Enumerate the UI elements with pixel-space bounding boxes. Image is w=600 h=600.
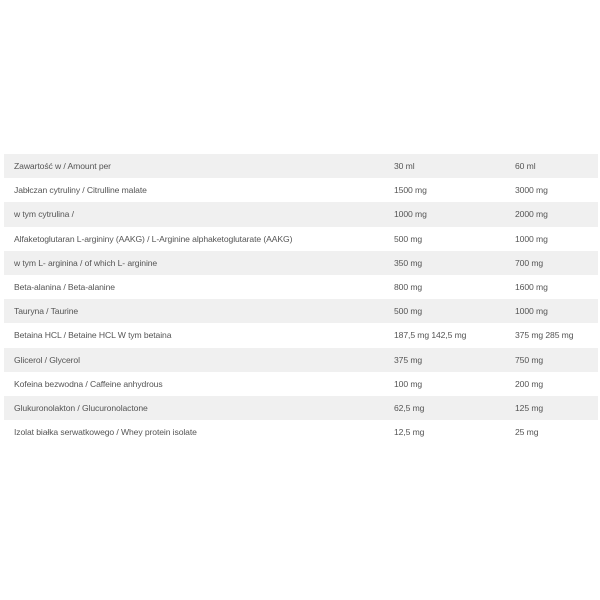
- amount-30ml: 500 mg: [394, 233, 423, 244]
- amount-60ml: 375 mg 285 mg: [515, 330, 574, 341]
- table-header-row: [4, 154, 598, 178]
- amount-30ml: 1000 mg: [394, 209, 427, 220]
- ingredient-name: Alfaketoglutaran L-argininy (AAKG) / L-Arginine alphaketoglutarate (AAKG): [14, 233, 293, 244]
- amount-30ml: 1500 mg: [394, 185, 427, 196]
- ingredient-name: Jabłczan cytruliny / Citrulline malate: [14, 185, 147, 196]
- amount-60ml: 1600 mg: [515, 282, 548, 293]
- amount-60ml: 25 mg: [515, 427, 539, 438]
- amount-30ml: 62,5 mg: [394, 402, 425, 413]
- table-row: [4, 299, 598, 323]
- table-row: [4, 348, 598, 372]
- amount-30ml: 12,5 mg: [394, 427, 425, 438]
- amount-60ml: 700 mg: [515, 257, 544, 268]
- ingredient-name: w tym L- arginina / of which L- arginine: [14, 257, 158, 268]
- ingredient-name: w tym cytrulina /: [14, 209, 74, 220]
- ingredient-name: Kofeina bezwodna / Caffeine anhydrous: [14, 378, 163, 389]
- header-30ml: 30 ml: [394, 161, 415, 172]
- header-amount-per: Zawartość w / Amount per: [14, 161, 111, 172]
- table-row: [4, 372, 598, 396]
- table-row: [4, 227, 598, 251]
- table-row: [4, 420, 598, 444]
- table-row: [4, 251, 598, 275]
- amount-60ml: 3000 mg: [515, 185, 548, 196]
- amount-60ml: 200 mg: [515, 378, 544, 389]
- table-row: [4, 202, 598, 226]
- amount-60ml: 125 mg: [515, 402, 544, 413]
- table-row: [4, 275, 598, 299]
- table-row: [4, 178, 598, 202]
- header-60ml: 60 ml: [515, 161, 536, 172]
- amount-30ml: 375 mg: [394, 354, 423, 365]
- ingredient-name: Glukuronolakton / Glucuronolactone: [14, 402, 148, 413]
- ingredient-name: Glicerol / Glycerol: [14, 354, 80, 365]
- nutrition-table: [4, 154, 598, 444]
- ingredient-name: Beta-alanina / Beta-alanine: [14, 282, 115, 293]
- amount-30ml: 187,5 mg 142,5 mg: [394, 330, 467, 341]
- table-row: [4, 323, 598, 347]
- table-row: [4, 396, 598, 420]
- ingredient-name: Tauryna / Taurine: [14, 306, 79, 317]
- amount-30ml: 800 mg: [394, 282, 423, 293]
- amount-60ml: 750 mg: [515, 354, 544, 365]
- amount-30ml: 500 mg: [394, 306, 423, 317]
- amount-60ml: 1000 mg: [515, 233, 548, 244]
- amount-60ml: 1000 mg: [515, 306, 548, 317]
- amount-60ml: 2000 mg: [515, 209, 548, 220]
- amount-30ml: 100 mg: [394, 378, 423, 389]
- ingredient-name: Betaina HCL / Betaine HCL W tym betaina: [14, 330, 172, 341]
- ingredient-name: Izolat białka serwatkowego / Whey protein isolate: [14, 427, 197, 438]
- amount-30ml: 350 mg: [394, 257, 423, 268]
